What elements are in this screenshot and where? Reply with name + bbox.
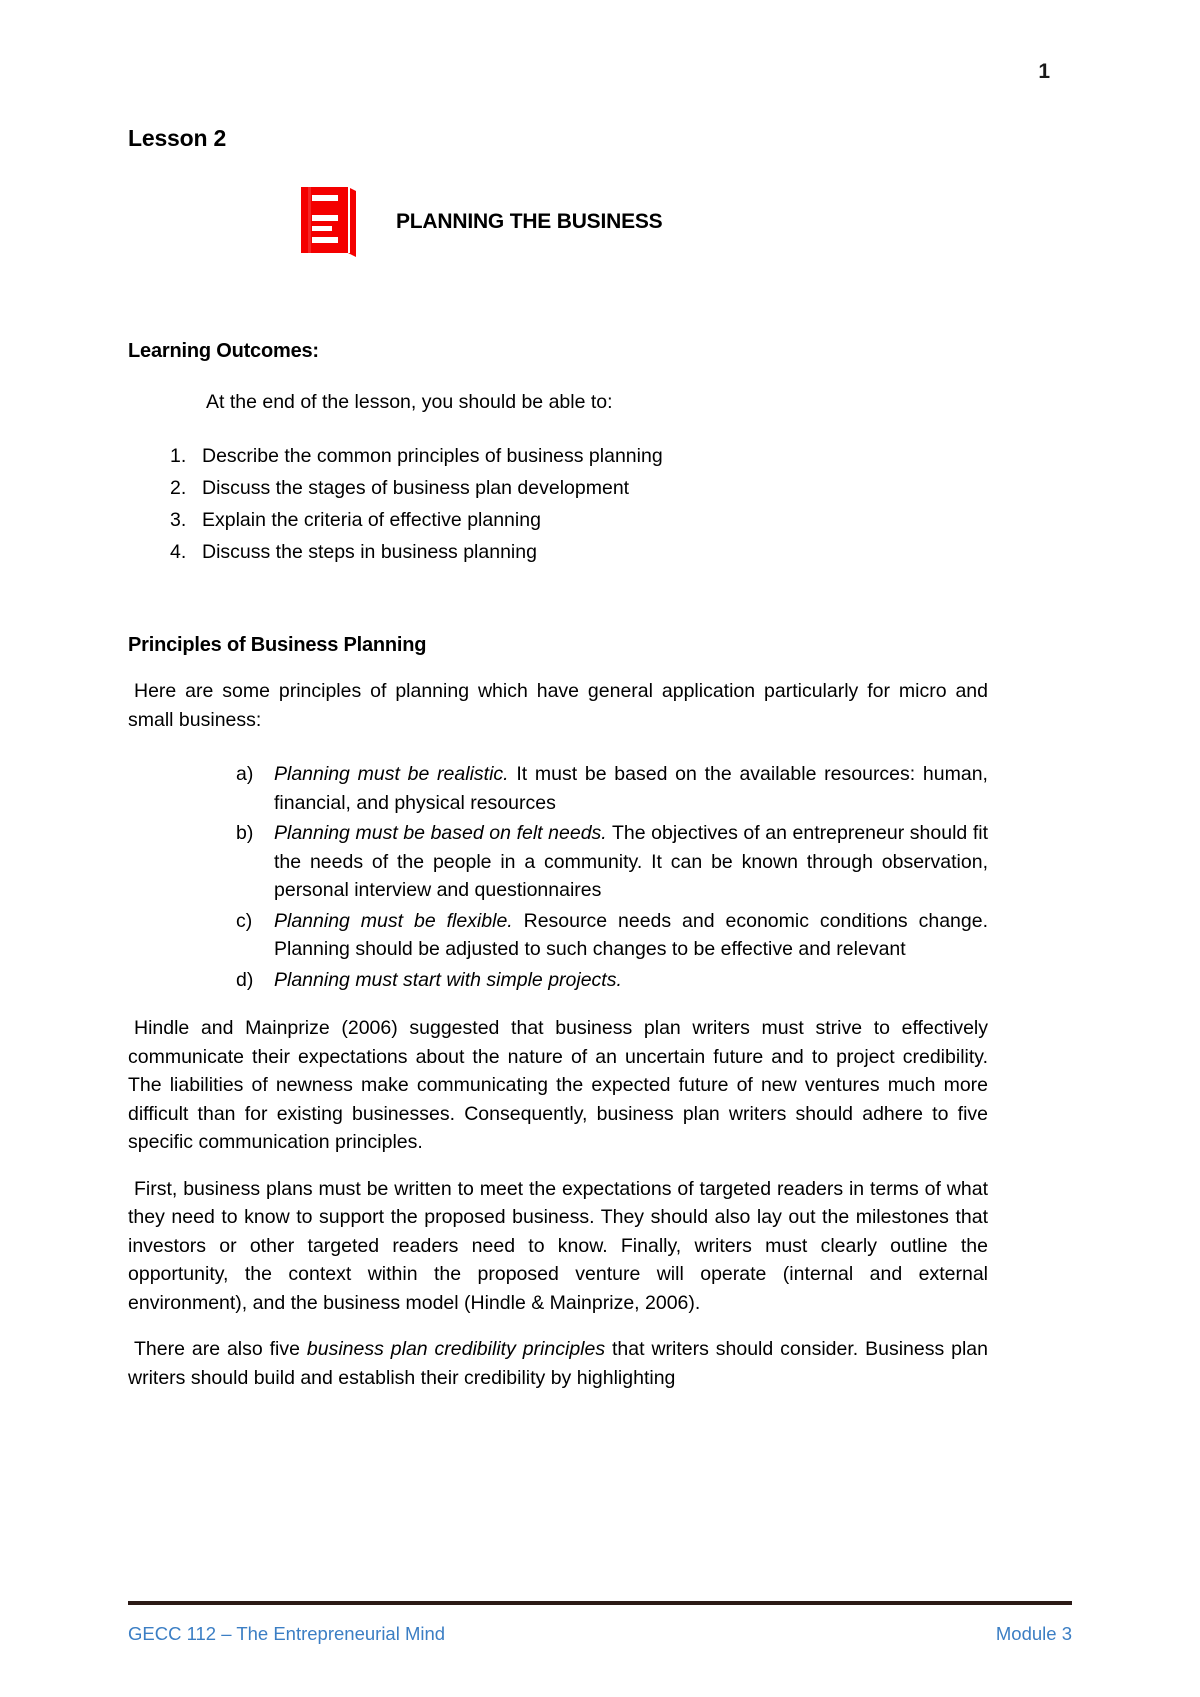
list-item-label [274,966,988,995]
list-item-emphasis: Planning must be flexible. [274,909,513,932]
list-item-letter: c) [236,909,253,932]
page-number: 1 [1038,60,1050,83]
list-item-emphasis: Planning must be realistic. [274,763,509,785]
credibility-paragraph [128,1335,988,1392]
principles-intro-paragraph: Here are some principles of planning which have general application particularly for micro and small business: [128,680,988,731]
list-item-label: Describe the common principles of business planning [202,445,663,467]
list-item-rest: It must be based on the available resources: human, financial, and physical resources [274,763,988,814]
principles-heading: Principles of Business Planning [128,634,427,656]
footer-course-label: GECC 112 – The Entrepreneurial Mind [128,1623,446,1644]
list-item-rest: The objectives of an entrepreneur should fit the needs of the people in a community. It can be known through observation, personal interview and questionnaires [274,822,988,901]
list-item-letter: d) [236,968,254,991]
list-item-label [274,760,988,817]
list-item-number: 4. [170,541,187,563]
lesson-title: PLANNING THE BUSINESS [396,210,663,233]
list-item-number: 1. [170,445,187,467]
list-item-label: Explain the criteria of effective planning [202,509,541,531]
learning-outcomes-list [128,440,988,568]
list-item [170,504,988,536]
document-content [128,125,988,1392]
list-item [236,819,988,905]
learning-outcomes-heading: Learning Outcomes: [128,340,319,362]
list-item-rest: Resource needs and economic conditions change. Planning should be adjusted to such changes to be effective and relevant [274,909,988,960]
book-icon [298,185,360,259]
list-item-number: 2. [170,477,187,499]
page-footer [128,1623,1072,1645]
list-item-number: 3. [170,509,187,531]
hindle-intro-paragraph: Hindle and Mainprize (2006) suggested that business plan writers must strive to effectively communicate their expectations about the nature of an uncertain future and to project credibility. The liabilities of newness make communicating the expected future of new ventures much more difficult than for existing businesses. Consequently, business plan writers should adhere to five specific communication principles. [128,1017,988,1153]
list-item-label [274,819,988,905]
list-item [170,472,988,504]
credibility-post: that writers should consider. Business plan writers should build and establish their credibility by highlighting [128,1338,988,1389]
list-item [170,440,988,472]
lesson-title-row [298,180,988,264]
first-principle-paragraph: First, business plans must be written to meet the expectations of targeted readers in terms of what they need to know to support the proposed business. They should also lay out the milestones that investors or other targeted readers need to know. Finally, writers must clearly outline the opportunity, the context within the proposed venture will operate (internal and external environment), and the business model (Hindle & Mainprize, 2006). [128,1177,988,1314]
list-item [170,536,988,568]
list-item-emphasis: Planning must be based on felt needs. [274,822,607,844]
list-item-letter: b) [236,822,254,844]
learning-outcomes-intro: At the end of the lesson, you should be able to: [206,391,613,413]
credibility-pre: There are also five [134,1338,307,1360]
footer-divider [128,1601,1072,1605]
list-item-letter: a) [236,763,254,785]
lesson-label: Lesson 2 [128,125,227,151]
principles-list [128,760,988,994]
list-item [236,760,988,817]
list-item [236,966,988,995]
list-item-label: Discuss the steps in business planning [202,541,537,563]
list-item-label: Discuss the stages of business plan development [202,477,630,499]
list-item-label [274,907,988,964]
credibility-emphasis: business plan credibility principles [306,1338,606,1360]
list-item-emphasis: Planning must start with simple projects. [274,968,622,991]
footer-module-label: Module 3 [995,1623,1072,1644]
list-item [236,907,988,964]
